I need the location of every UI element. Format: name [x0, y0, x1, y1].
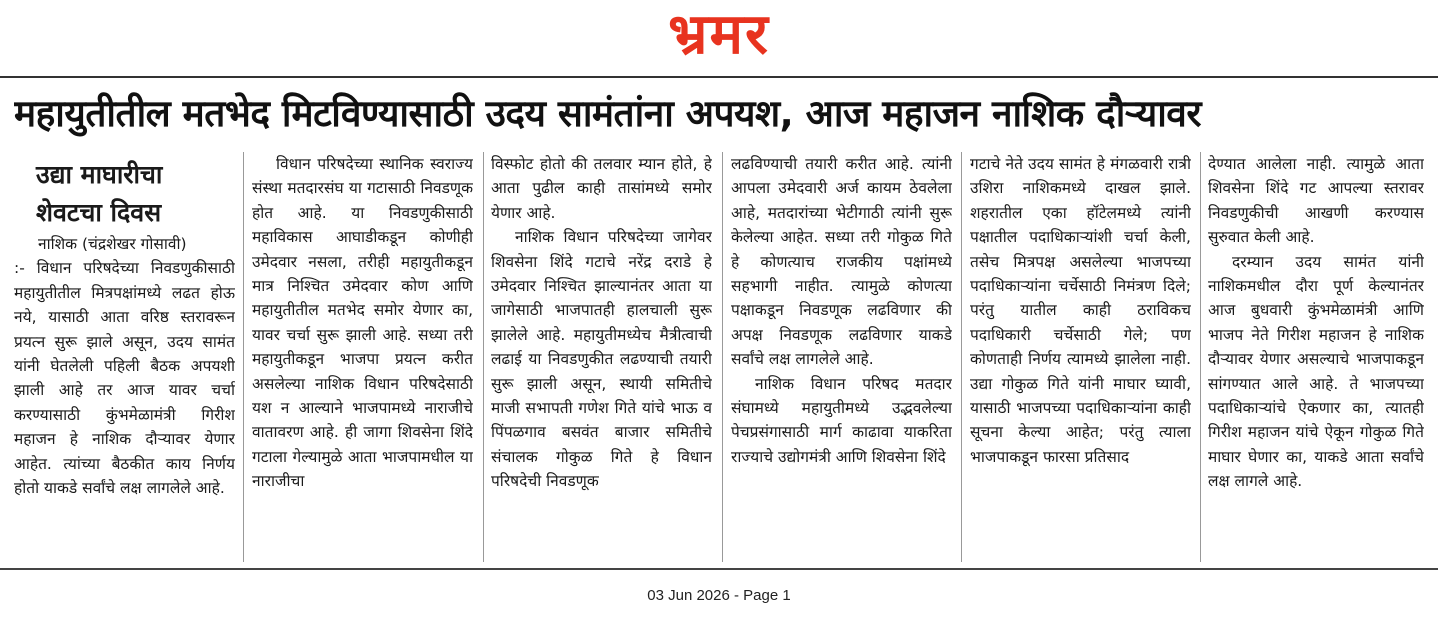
column-paragraph: गटाचे नेते उदय सामंत हे मंगळवारी रात्री उशिरा नाशिकमध्ये दाखल झाले. शहरातील एका हॉटेलमध्ये त्यांनी पक्षातील पदाधिकाऱ्यांशी चर्चा केली, तसेच मित्रपक्ष असलेल्या भाजपच्या पदाधिकाऱ्यांना चर्चेसाठी निमंत्रण दिले; परंतु यातील काही ठराविकच पदाधिकारी चर्चेसाठी गेले; पण कोणताही निर्णय त्यामध्ये झालेला नाही. उद्या गोकुळ गिते यांनी माघार घ्यावी, यासाठी भाजपच्या पदाधिकाऱ्यांना काही सूचना केल्या आहेत; परंतु त्याला भाजपाकडून फारसा प्रतिसाद — [970, 155, 1191, 466]
dateline: नाशिक (चंद्रशेखर गोसावी) — [38, 235, 187, 253]
article-bottom-rule — [0, 568, 1438, 570]
column-paragraph: विधान परिषदेच्या स्थानिक स्वराज्य संस्था मतदारसंघ या गटासाठी निवडणूक होत आहे. या निवडणुकीसाठी महाविकास आघाडीकडून कोणीही उमेदवार नसला, तरीही महायुतीकडून मात्र निश्चित उमेदवार कोण आणि महायुतीतील मतभेद समोर येणार का, यावर चर्चा सुरू झाली आहे. सध्या तरी महायुतीकडून भाजपा प्रयत्न करीत असलेल्या नाशिक विधान परिषदेसाठी यश न आल्याने भाजपामध्ये नाराजीचे वातावरण आहे. ही जागा शिवसेना शिंदे गटाला गेल्यामुळे आता भाजपामधील या नाराजीचा — [252, 155, 473, 491]
column-paragraph: दरम्यान उदय सामंत यांनी नाशिकमधील दौरा पूर्ण केल्यानंतर आज बुधवारी कुंभमेळामंत्री आणि भाजप नेते गिरीश महाजन हे नाशिक दौऱ्यावर येणार असल्याचे भाजपाकडून सांगण्यात आले आहे. ते भाजपच्या पदाधिकाऱ्यांचे ऐकणार का, त्यातही गिरीश महाजन यांचे ऐकून गोकुळ गिते माघार घेणार का, याकडे आता सर्वांचे लक्ष लागले आहे. — [1208, 252, 1424, 491]
column-divider — [961, 152, 962, 562]
newspaper-logo: भ्रमर — [668, 2, 770, 67]
column-paragraph: लढविण्याची तयारी करीत आहे. त्यांनी आपला उमेदवारी अर्ज कायम ठेवलेला आहे, मतदारांच्या भेटीगाठी त्यांनी सुरू केलेल्या आहेत. सध्या तरी गोकुळ गिते हे कोणत्याच राजकीय पक्षांमध्ये सहभागी नाहीत. त्यामुळे कोणत्या पक्षाकडून निवडणूक लढविणार की अपक्ष निवडणूक लढविणार याकडे सर्वांचे लक्ष लागलेले आहे. — [731, 155, 952, 369]
column-paragraph: नाशिक विधान परिषदेच्या जागेवर शिवसेना शिंदे गटाचे नरेंद्र दराडे हे उमेदवार निश्चित झाल्यानंतर आता या जागेसाठी भाजपातही हालचाली सुरू झालेले आहे. महायुतीमध्येच मैत्रीत्वाची लढाई या निवडणुकीत लढण्याची तयारी सुरू झाली असून, स्थायी समितीचे माजी सभापती गणेश गिते यांचे भाऊ व पिंपळगाव बसवंत बाजार समितीचे संचालक गोकुळ गिते हे विधान परिषदेची निवडणूक — [491, 228, 712, 491]
column-paragraph: नाशिक विधान परिषद मतदार संघामध्ये महायुतीमध्ये उद्भवलेल्या पेचप्रसंगासाठी मार्ग काढावा याकरिता राज्याचे उद्योगमंत्री आणि शिवसेना शिंदे — [731, 374, 952, 466]
subhead — [14, 156, 235, 232]
article-column-5 — [970, 152, 1191, 562]
article-column-2 — [252, 152, 473, 562]
masthead — [0, 0, 1438, 70]
column-paragraph: विस्फोट होतो की तलवार म्यान होते, हे आता पुढील काही तासांमध्ये समोर येणार आहे. — [491, 155, 712, 222]
subhead-line-2: शेवटचा दिवस — [36, 198, 162, 227]
page-footer: 03 Jun 2026 - Page 1 — [647, 587, 791, 604]
column-divider — [1200, 152, 1201, 562]
column-divider — [722, 152, 723, 562]
masthead-rule — [0, 76, 1438, 78]
headline: महायुतीतील मतभेद मिटविण्यासाठी उदय सामंतांना अपयश, आज महाजन नाशिक दौऱ्यावर — [14, 92, 1202, 135]
article-column-6 — [1208, 152, 1424, 562]
column-divider — [243, 152, 244, 562]
article-column-3 — [491, 152, 712, 562]
article-column-4 — [731, 152, 952, 562]
column-paragraph: देण्यात आलेला नाही. त्यामुळे आता शिवसेना शिंदे गट आपल्या स्तरावर निवडणुकीची आखणी करण्यास सुरुवात केली आहे. — [1208, 155, 1424, 247]
column-divider — [483, 152, 484, 562]
subhead-line-1: उद्या माघारीचा — [36, 160, 163, 189]
column-text: :- विधान परिषदेच्या निवडणुकीसाठी महायुतीतील मित्रपक्षांमध्ये लढत होऊ नये, यासाठी आता वरिष्ठ स्तरावरून प्रयत्न सुरू झाले असून, उदय सामंत यांनी घेतलेली पहिली बैठक अपयशी झाली आहे तर आज यावर चर्चा करण्यासाठी कुंभमेळामंत्री गिरीश महाजन हे नाशिक दौऱ्यावर येणार आहेत. त्यांच्या बैठकीत काय निर्णय होतो याकडे सर्वांचे लक्ष लागलेले आहे. — [14, 259, 235, 498]
article-column-1 — [14, 152, 235, 562]
